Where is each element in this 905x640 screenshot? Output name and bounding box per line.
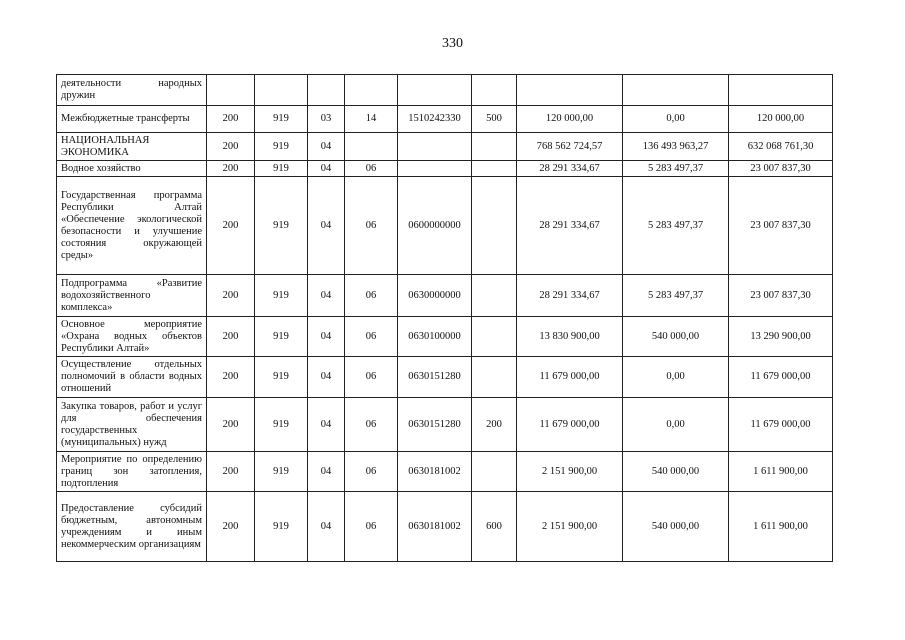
row-name: Закупка товаров, работ и услуг для обеспечения государственных (муниципальных) нужд xyxy=(57,398,207,452)
target-article-code: 0630000000 xyxy=(398,275,472,317)
expense-type-code xyxy=(472,75,517,106)
amount-2: 540 000,00 xyxy=(623,317,729,357)
amount-2: 540 000,00 xyxy=(623,492,729,562)
amount-3 xyxy=(729,75,833,106)
subsection-code: 14 xyxy=(345,106,398,133)
grbs-code: 200 xyxy=(207,357,255,398)
row-name: Основное мероприятие «Охрана водных объектов Республики Алтай» xyxy=(57,317,207,357)
section-code: 04 xyxy=(308,317,345,357)
budget-table-body xyxy=(57,75,833,562)
expense-type-code xyxy=(472,133,517,161)
amount-2: 5 283 497,37 xyxy=(623,275,729,317)
amount-1: 11 679 000,00 xyxy=(517,398,623,452)
table-row xyxy=(57,317,833,357)
grbs-code: 200 xyxy=(207,275,255,317)
amount-3: 23 007 837,30 xyxy=(729,161,833,177)
table-row xyxy=(57,133,833,161)
amount-2: 0,00 xyxy=(623,357,729,398)
grbs-code: 200 xyxy=(207,398,255,452)
row-name: деятельности народных дружин xyxy=(57,75,207,106)
agency-code: 919 xyxy=(255,317,308,357)
amount-3: 11 679 000,00 xyxy=(729,398,833,452)
expense-type-code: 500 xyxy=(472,106,517,133)
target-article-code xyxy=(398,75,472,106)
table-row xyxy=(57,357,833,398)
subsection-code: 06 xyxy=(345,492,398,562)
section-code: 04 xyxy=(308,275,345,317)
grbs-code: 200 xyxy=(207,492,255,562)
agency-code: 919 xyxy=(255,452,308,492)
amount-2 xyxy=(623,75,729,106)
table-row xyxy=(57,452,833,492)
grbs-code: 200 xyxy=(207,133,255,161)
target-article-code xyxy=(398,133,472,161)
expense-type-code xyxy=(472,357,517,398)
section-code: 04 xyxy=(308,133,345,161)
target-article-code: 0630181002 xyxy=(398,452,472,492)
page-number: 330 xyxy=(442,36,463,51)
agency-code xyxy=(255,75,308,106)
agency-code: 919 xyxy=(255,492,308,562)
amount-1: 28 291 334,67 xyxy=(517,161,623,177)
section-code: 03 xyxy=(308,106,345,133)
row-name: Государственная программа Республики Алтай «Обеспечение экологической безопасности и улучшение состояния окружающей среды» xyxy=(57,177,207,275)
row-name: НАЦИОНАЛЬНАЯ ЭКОНОМИКА xyxy=(57,133,207,161)
amount-3: 120 000,00 xyxy=(729,106,833,133)
subsection-code: 06 xyxy=(345,398,398,452)
subsection-code: 06 xyxy=(345,161,398,177)
agency-code: 919 xyxy=(255,161,308,177)
amount-2: 5 283 497,37 xyxy=(623,177,729,275)
amount-3: 23 007 837,30 xyxy=(729,177,833,275)
amount-2: 540 000,00 xyxy=(623,452,729,492)
grbs-code: 200 xyxy=(207,177,255,275)
expense-type-code: 600 xyxy=(472,492,517,562)
amount-1 xyxy=(517,75,623,106)
expense-type-code xyxy=(472,275,517,317)
section-code xyxy=(308,75,345,106)
amount-3: 13 290 900,00 xyxy=(729,317,833,357)
grbs-code xyxy=(207,75,255,106)
table-row xyxy=(57,275,833,317)
row-name: Подпрограмма «Развитие водохозяйственного комплекса» xyxy=(57,275,207,317)
agency-code: 919 xyxy=(255,106,308,133)
agency-code: 919 xyxy=(255,398,308,452)
target-article-code: 0630151280 xyxy=(398,357,472,398)
amount-3: 11 679 000,00 xyxy=(729,357,833,398)
section-code: 04 xyxy=(308,492,345,562)
budget-table xyxy=(56,74,833,562)
amount-2: 136 493 963,27 xyxy=(623,133,729,161)
amount-2: 0,00 xyxy=(623,106,729,133)
amount-2: 0,00 xyxy=(623,398,729,452)
subsection-code: 06 xyxy=(345,317,398,357)
target-article-code: 0630151280 xyxy=(398,398,472,452)
target-article-code: 0630100000 xyxy=(398,317,472,357)
subsection-code: 06 xyxy=(345,275,398,317)
row-name: Осуществление отдельных полномочий в области водных отношений xyxy=(57,357,207,398)
section-code: 04 xyxy=(308,398,345,452)
row-name: Мероприятие по определению границ зон затопления, подтопления xyxy=(57,452,207,492)
target-article-code xyxy=(398,161,472,177)
amount-1: 120 000,00 xyxy=(517,106,623,133)
expense-type-code xyxy=(472,452,517,492)
grbs-code: 200 xyxy=(207,106,255,133)
amount-2: 5 283 497,37 xyxy=(623,161,729,177)
expense-type-code: 200 xyxy=(472,398,517,452)
section-code: 04 xyxy=(308,161,345,177)
amount-3: 23 007 837,30 xyxy=(729,275,833,317)
row-name: Межбюджетные трансферты xyxy=(57,106,207,133)
agency-code: 919 xyxy=(255,133,308,161)
agency-code: 919 xyxy=(255,357,308,398)
amount-1: 28 291 334,67 xyxy=(517,177,623,275)
table-row xyxy=(57,177,833,275)
amount-3: 1 611 900,00 xyxy=(729,452,833,492)
amount-1: 2 151 900,00 xyxy=(517,492,623,562)
grbs-code: 200 xyxy=(207,161,255,177)
amount-1: 2 151 900,00 xyxy=(517,452,623,492)
table-row xyxy=(57,492,833,562)
subsection-code xyxy=(345,75,398,106)
subsection-code xyxy=(345,133,398,161)
row-name: Водное хозяйство xyxy=(57,161,207,177)
expense-type-code xyxy=(472,317,517,357)
section-code: 04 xyxy=(308,357,345,398)
amount-1: 768 562 724,57 xyxy=(517,133,623,161)
agency-code: 919 xyxy=(255,275,308,317)
row-name: Предоставление субсидий бюджетным, автономным учреждениям и иным некоммерческим организациям xyxy=(57,492,207,562)
section-code: 04 xyxy=(308,177,345,275)
section-code: 04 xyxy=(308,452,345,492)
amount-1: 11 679 000,00 xyxy=(517,357,623,398)
amount-3: 632 068 761,30 xyxy=(729,133,833,161)
amount-3: 1 611 900,00 xyxy=(729,492,833,562)
expense-type-code xyxy=(472,177,517,275)
target-article-code: 0630181002 xyxy=(398,492,472,562)
table-row xyxy=(57,75,833,106)
table-row xyxy=(57,398,833,452)
subsection-code: 06 xyxy=(345,452,398,492)
target-article-code: 0600000000 xyxy=(398,177,472,275)
amount-1: 28 291 334,67 xyxy=(517,275,623,317)
agency-code: 919 xyxy=(255,177,308,275)
subsection-code: 06 xyxy=(345,357,398,398)
expense-type-code xyxy=(472,161,517,177)
grbs-code: 200 xyxy=(207,317,255,357)
target-article-code: 1510242330 xyxy=(398,106,472,133)
table-row xyxy=(57,161,833,177)
grbs-code: 200 xyxy=(207,452,255,492)
amount-1: 13 830 900,00 xyxy=(517,317,623,357)
table-row xyxy=(57,106,833,133)
subsection-code: 06 xyxy=(345,177,398,275)
